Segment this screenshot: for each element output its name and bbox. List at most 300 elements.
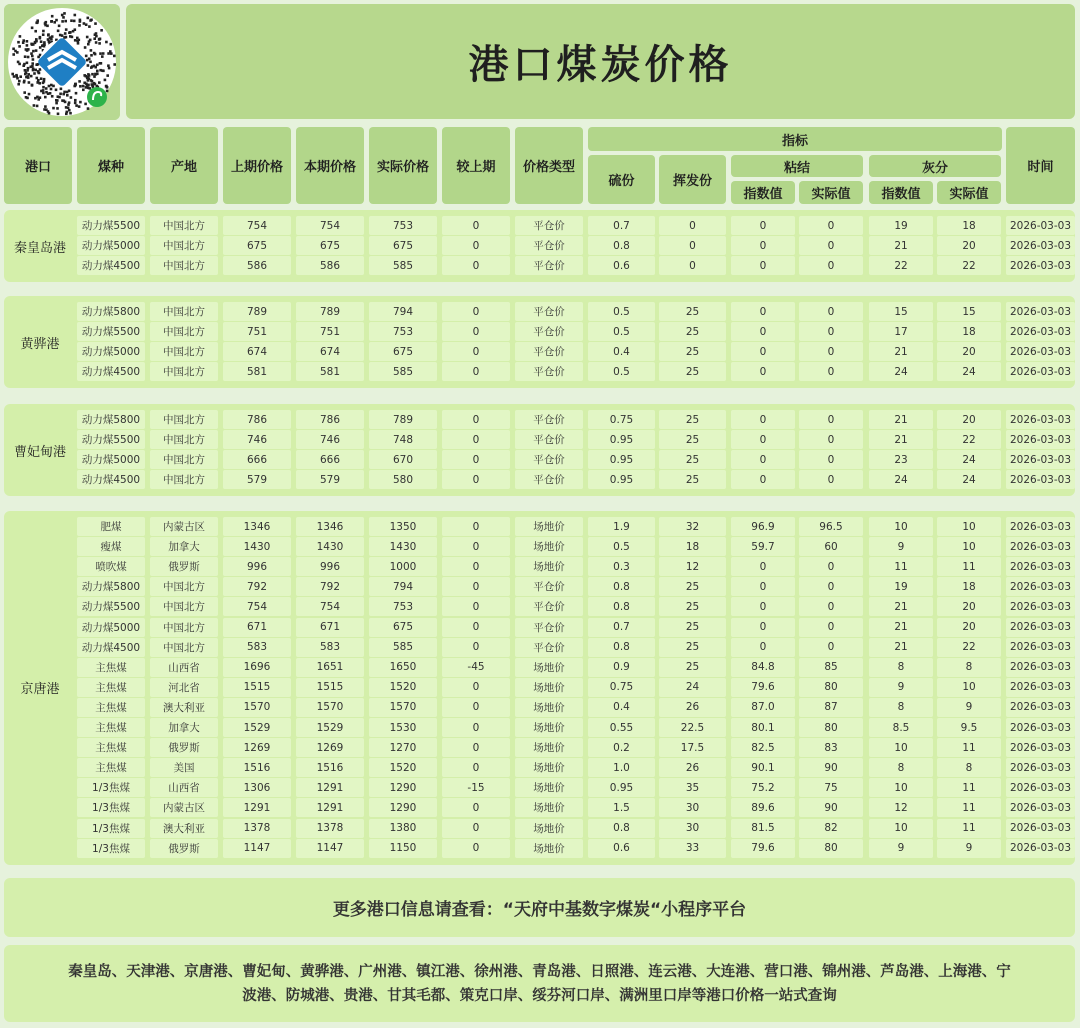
cell-sulfur: 0.95 xyxy=(588,450,655,469)
cell-caking-actual: 90 xyxy=(799,798,863,817)
cell-caking-index: 0 xyxy=(731,342,795,361)
qr-module xyxy=(74,83,77,86)
cell-sulfur: 1.9 xyxy=(588,517,655,536)
qr-module xyxy=(65,113,68,116)
qr-module xyxy=(37,72,40,75)
cell-ash-index: 10 xyxy=(869,778,933,797)
qr-module xyxy=(65,28,68,31)
qr-module xyxy=(74,102,77,105)
cell-prev-price: 1570 xyxy=(223,698,291,717)
cell-actual-price: 753 xyxy=(369,597,437,616)
cell-coal-type: 动力煤5500 xyxy=(77,597,145,616)
cell-ash-actual: 18 xyxy=(937,577,1001,596)
cell-change: 0 xyxy=(442,322,510,341)
cell-origin: 澳大利亚 xyxy=(150,819,218,838)
qr-module xyxy=(95,41,98,44)
cell-ash-actual: 10 xyxy=(937,678,1001,697)
cell-ash-index: 21 xyxy=(869,638,933,657)
cell-ash-actual: 10 xyxy=(937,517,1001,536)
cell-change: 0 xyxy=(442,216,510,235)
qr-module xyxy=(45,87,48,90)
cell-origin: 俄罗斯 xyxy=(150,839,218,858)
cell-coal-type: 主焦煤 xyxy=(77,658,145,677)
cell-price-type: 平仓价 xyxy=(515,256,583,275)
cell-volatile: 26 xyxy=(659,698,726,717)
cell-prev-price: 786 xyxy=(223,410,291,429)
header-prev-price: 上期价格 xyxy=(223,127,291,204)
qr-module xyxy=(105,41,108,44)
cell-caking-actual: 87 xyxy=(799,698,863,717)
cell-ash-index: 22 xyxy=(869,256,933,275)
cell-ash-actual: 22 xyxy=(937,430,1001,449)
cell-coal-type: 主焦煤 xyxy=(77,698,145,717)
port-block xyxy=(4,404,1075,496)
cell-coal-type: 肥煤 xyxy=(77,517,145,536)
cell-change: 0 xyxy=(442,577,510,596)
cell-ash-index: 24 xyxy=(869,470,933,489)
cell-origin: 内蒙古区 xyxy=(150,798,218,817)
cell-caking-actual: 0 xyxy=(799,430,863,449)
qr-module xyxy=(63,100,66,103)
qr-module xyxy=(46,25,49,28)
qr-module xyxy=(57,95,60,98)
qr-module xyxy=(58,25,61,28)
cell-ash-index: 9 xyxy=(869,537,933,556)
cell-caking-actual: 0 xyxy=(799,410,863,429)
cell-curr-price: 1430 xyxy=(296,537,364,556)
cell-volatile: 25 xyxy=(659,597,726,616)
cell-change: 0 xyxy=(442,597,510,616)
cell-change: 0 xyxy=(442,450,510,469)
cell-caking-actual: 60 xyxy=(799,537,863,556)
qr-module xyxy=(48,85,51,88)
cell-caking-index: 81.5 xyxy=(731,819,795,838)
cell-time: 2026-03-03 xyxy=(1006,658,1075,677)
cell-curr-price: 1651 xyxy=(296,658,364,677)
cell-time: 2026-03-03 xyxy=(1006,798,1075,817)
qr-module xyxy=(87,64,90,67)
cell-price-type: 平仓价 xyxy=(515,236,583,255)
cell-prev-price: 666 xyxy=(223,450,291,469)
cell-ash-index: 21 xyxy=(869,618,933,637)
qr-module xyxy=(19,75,22,78)
qr-module xyxy=(55,102,58,105)
cell-caking-index: 59.7 xyxy=(731,537,795,556)
cell-caking-index: 0 xyxy=(731,470,795,489)
wechat-mini-program-icon xyxy=(87,87,107,107)
qr-module xyxy=(70,19,73,22)
cell-price-type: 场地价 xyxy=(515,658,583,677)
header-ash-index: 指数值 xyxy=(869,181,933,204)
cell-origin: 中国北方 xyxy=(150,618,218,637)
cell-actual-price: 1290 xyxy=(369,798,437,817)
qr-module xyxy=(74,39,77,42)
cell-curr-price: 675 xyxy=(296,236,364,255)
cell-volatile: 0 xyxy=(659,236,726,255)
qr-module xyxy=(45,91,48,94)
cell-time: 2026-03-03 xyxy=(1006,839,1075,858)
cell-caking-index: 79.6 xyxy=(731,678,795,697)
qr-module xyxy=(27,56,30,59)
cell-volatile: 32 xyxy=(659,517,726,536)
cell-caking-index: 0 xyxy=(731,256,795,275)
cell-caking-actual: 0 xyxy=(799,618,863,637)
cell-price-type: 平仓价 xyxy=(515,618,583,637)
cell-ash-actual: 8 xyxy=(937,758,1001,777)
cell-origin: 加拿大 xyxy=(150,537,218,556)
qr-module xyxy=(52,107,55,110)
cell-change: 0 xyxy=(442,698,510,717)
cell-prev-price: 581 xyxy=(223,362,291,381)
cell-time: 2026-03-03 xyxy=(1006,778,1075,797)
qr-module xyxy=(47,38,50,41)
qr-module xyxy=(18,45,21,48)
qr-module xyxy=(43,108,46,111)
qr-module xyxy=(87,73,90,76)
cell-actual-price: 1380 xyxy=(369,819,437,838)
cell-volatile: 25 xyxy=(659,618,726,637)
cell-volatile: 18 xyxy=(659,537,726,556)
qr-module xyxy=(99,52,102,55)
cell-curr-price: 1147 xyxy=(296,839,364,858)
cell-origin: 美国 xyxy=(150,758,218,777)
qr-module xyxy=(30,43,33,46)
header-caking: 粘结 xyxy=(731,155,863,177)
cell-origin: 加拿大 xyxy=(150,718,218,737)
qr-module xyxy=(68,101,71,104)
qr-module xyxy=(75,92,78,95)
qr-module xyxy=(60,88,63,91)
cell-coal-type: 1/3焦煤 xyxy=(77,839,145,858)
cell-price-type: 平仓价 xyxy=(515,638,583,657)
cell-coal-type: 动力煤5800 xyxy=(77,577,145,596)
cell-sulfur: 0.4 xyxy=(588,698,655,717)
cell-caking-index: 0 xyxy=(731,557,795,576)
qr-module xyxy=(30,52,33,55)
qr-module xyxy=(66,94,69,97)
qr-module xyxy=(89,19,92,22)
cell-actual-price: 1270 xyxy=(369,738,437,757)
cell-change: 0 xyxy=(442,517,510,536)
header-caking-index: 指数值 xyxy=(731,181,795,204)
cell-sulfur: 0.7 xyxy=(588,216,655,235)
cell-ash-actual: 18 xyxy=(937,216,1001,235)
cell-ash-index: 9 xyxy=(869,678,933,697)
cell-volatile: 25 xyxy=(659,658,726,677)
qr-module xyxy=(74,14,77,17)
cell-ash-actual: 10 xyxy=(937,537,1001,556)
cell-origin: 中国北方 xyxy=(150,410,218,429)
header-indicators: 指标 xyxy=(588,127,1002,151)
cell-volatile: 25 xyxy=(659,470,726,489)
cell-caking-actual: 0 xyxy=(799,322,863,341)
cell-caking-index: 75.2 xyxy=(731,778,795,797)
cell-actual-price: 585 xyxy=(369,638,437,657)
qr-module xyxy=(42,86,45,89)
header-price-type: 价格类型 xyxy=(515,127,583,204)
cell-sulfur: 0.8 xyxy=(588,236,655,255)
qr-module xyxy=(89,61,92,64)
cell-caking-index: 84.8 xyxy=(731,658,795,677)
qr-module xyxy=(62,16,65,19)
cell-sulfur: 0.6 xyxy=(588,256,655,275)
cell-ash-actual: 24 xyxy=(937,450,1001,469)
cell-sulfur: 0.8 xyxy=(588,597,655,616)
qr-module xyxy=(50,88,53,91)
cell-prev-price: 1269 xyxy=(223,738,291,757)
cell-ash-actual: 20 xyxy=(937,236,1001,255)
qr-module xyxy=(17,41,20,44)
cell-caking-index: 96.9 xyxy=(731,517,795,536)
cell-prev-price: 746 xyxy=(223,430,291,449)
qr-module xyxy=(104,79,107,82)
qr-module xyxy=(63,91,66,94)
cell-time: 2026-03-03 xyxy=(1006,758,1075,777)
qr-module xyxy=(27,73,30,76)
cell-actual-price: 675 xyxy=(369,342,437,361)
cell-ash-index: 23 xyxy=(869,450,933,469)
cell-sulfur: 0.4 xyxy=(588,342,655,361)
cell-price-type: 场地价 xyxy=(515,537,583,556)
cell-caking-actual: 80 xyxy=(799,839,863,858)
qr-module xyxy=(107,52,110,55)
qr-module xyxy=(16,77,19,80)
port-block xyxy=(4,511,1075,865)
header-ash-actual: 实际值 xyxy=(937,181,1001,204)
qr-module xyxy=(26,49,29,52)
cell-time: 2026-03-03 xyxy=(1006,618,1075,637)
cell-caking-actual: 0 xyxy=(799,362,863,381)
mini-program-qr-code[interactable] xyxy=(4,4,120,120)
cell-caking-actual: 80 xyxy=(799,718,863,737)
cell-sulfur: 0.3 xyxy=(588,557,655,576)
cell-volatile: 25 xyxy=(659,577,726,596)
cell-ash-actual: 11 xyxy=(937,738,1001,757)
qr-module xyxy=(65,36,68,39)
cell-price-type: 平仓价 xyxy=(515,597,583,616)
cell-caking-index: 0 xyxy=(731,430,795,449)
qr-module xyxy=(51,95,54,98)
cell-prev-price: 1306 xyxy=(223,778,291,797)
qr-module xyxy=(101,55,104,58)
cell-caking-index: 0 xyxy=(731,597,795,616)
qr-module xyxy=(26,44,29,47)
qr-module xyxy=(57,113,60,116)
cell-change: 0 xyxy=(442,362,510,381)
cell-volatile: 12 xyxy=(659,557,726,576)
qr-module xyxy=(110,43,113,46)
cell-caking-index: 87.0 xyxy=(731,698,795,717)
qr-module xyxy=(68,90,71,93)
qr-module xyxy=(91,73,94,76)
cell-prev-price: 751 xyxy=(223,322,291,341)
cell-curr-price: 1291 xyxy=(296,778,364,797)
qr-module xyxy=(57,30,60,33)
qr-module xyxy=(98,42,101,45)
qr-module xyxy=(12,53,15,56)
cell-price-type: 平仓价 xyxy=(515,216,583,235)
cell-curr-price: 581 xyxy=(296,362,364,381)
cell-actual-price: 789 xyxy=(369,410,437,429)
cell-price-type: 场地价 xyxy=(515,819,583,838)
cell-price-type: 场地价 xyxy=(515,557,583,576)
cell-caking-index: 0 xyxy=(731,577,795,596)
cell-caking-index: 0 xyxy=(731,216,795,235)
qr-module xyxy=(99,38,102,41)
more-info-banner: 更多港口信息请查看：“天府中基数字煤炭“小程序平台 xyxy=(4,878,1075,937)
cell-ash-actual: 9 xyxy=(937,839,1001,858)
cell-sulfur: 0.5 xyxy=(588,537,655,556)
cell-price-type: 场地价 xyxy=(515,678,583,697)
qr-module xyxy=(65,106,68,109)
cell-volatile: 25 xyxy=(659,322,726,341)
qr-module xyxy=(106,90,109,93)
cell-ash-actual: 20 xyxy=(937,342,1001,361)
cell-caking-index: 0 xyxy=(731,618,795,637)
cell-price-type: 场地价 xyxy=(515,738,583,757)
qr-module xyxy=(35,49,38,52)
cell-prev-price: 674 xyxy=(223,342,291,361)
qr-module xyxy=(113,63,116,66)
cell-price-type: 平仓价 xyxy=(515,342,583,361)
cell-curr-price: 754 xyxy=(296,216,364,235)
header-ash: 灰分 xyxy=(869,155,1001,177)
cell-change: 0 xyxy=(442,839,510,858)
cell-origin: 中国北方 xyxy=(150,216,218,235)
qr-module xyxy=(51,35,54,38)
qr-module xyxy=(30,66,33,69)
qr-module xyxy=(98,81,101,84)
cell-prev-price: 1696 xyxy=(223,658,291,677)
port-name: 京唐港 xyxy=(20,682,60,698)
cell-caking-actual: 0 xyxy=(799,557,863,576)
cell-curr-price: 666 xyxy=(296,450,364,469)
cell-caking-actual: 75 xyxy=(799,778,863,797)
cell-ash-index: 24 xyxy=(869,362,933,381)
cell-prev-price: 671 xyxy=(223,618,291,637)
cell-prev-price: 579 xyxy=(223,470,291,489)
header-port: 港口 xyxy=(4,127,72,204)
qr-module xyxy=(49,92,52,95)
cell-origin: 中国北方 xyxy=(150,430,218,449)
cell-origin: 俄罗斯 xyxy=(150,557,218,576)
cell-prev-price: 1516 xyxy=(223,758,291,777)
cell-sulfur: 0.5 xyxy=(588,322,655,341)
cell-sulfur: 0.75 xyxy=(588,678,655,697)
qr-module xyxy=(79,101,82,104)
qr-module xyxy=(32,69,35,72)
qr-module xyxy=(24,69,27,72)
cell-price-type: 场地价 xyxy=(515,718,583,737)
cell-ash-actual: 18 xyxy=(937,322,1001,341)
qr-module xyxy=(18,80,21,83)
cell-volatile: 33 xyxy=(659,839,726,858)
qr-module xyxy=(94,22,97,25)
cell-volatile: 25 xyxy=(659,638,726,657)
cell-coal-type: 动力煤5500 xyxy=(77,430,145,449)
cell-curr-price: 586 xyxy=(296,256,364,275)
cell-curr-price: 746 xyxy=(296,430,364,449)
cell-ash-index: 11 xyxy=(869,557,933,576)
cell-caking-actual: 0 xyxy=(799,342,863,361)
cell-ash-actual: 9.5 xyxy=(937,718,1001,737)
cell-caking-actual: 0 xyxy=(799,216,863,235)
qr-module xyxy=(90,49,93,52)
cell-change: 0 xyxy=(442,342,510,361)
cell-ash-actual: 8 xyxy=(937,658,1001,677)
qr-module xyxy=(35,63,38,66)
cell-curr-price: 1269 xyxy=(296,738,364,757)
cell-time: 2026-03-03 xyxy=(1006,342,1075,361)
cell-sulfur: 0.6 xyxy=(588,839,655,858)
qr-module xyxy=(44,96,47,99)
cell-ash-index: 21 xyxy=(869,236,933,255)
cell-ash-actual: 20 xyxy=(937,597,1001,616)
qr-module xyxy=(113,55,116,58)
cell-coal-type: 动力煤4500 xyxy=(77,256,145,275)
cell-price-type: 场地价 xyxy=(515,798,583,817)
cell-time: 2026-03-03 xyxy=(1006,216,1075,235)
cell-actual-price: 753 xyxy=(369,216,437,235)
cell-actual-price: 1530 xyxy=(369,718,437,737)
cell-price-type: 场地价 xyxy=(515,839,583,858)
qr-module xyxy=(75,104,78,107)
qr-module xyxy=(35,22,38,25)
cell-sulfur: 1.5 xyxy=(588,798,655,817)
qr-module xyxy=(15,74,18,77)
cell-caking-index: 90.1 xyxy=(731,758,795,777)
cell-actual-price: 585 xyxy=(369,362,437,381)
qr-module xyxy=(40,90,43,93)
port-name: 曹妃甸港 xyxy=(13,444,66,460)
qr-module xyxy=(17,61,20,64)
cell-change: 0 xyxy=(442,537,510,556)
cell-actual-price: 1150 xyxy=(369,839,437,858)
qr-module xyxy=(19,35,22,38)
cell-coal-type: 1/3焦煤 xyxy=(77,798,145,817)
cell-curr-price: 1378 xyxy=(296,819,364,838)
cell-ash-actual: 11 xyxy=(937,778,1001,797)
cell-time: 2026-03-03 xyxy=(1006,698,1075,717)
cell-coal-type: 喷吹煤 xyxy=(77,557,145,576)
cell-origin: 中国北方 xyxy=(150,470,218,489)
qr-module xyxy=(28,81,31,84)
qr-module xyxy=(64,20,67,23)
qr-module xyxy=(31,27,34,30)
cell-coal-type: 动力煤4500 xyxy=(77,638,145,657)
cell-ash-index: 12 xyxy=(869,798,933,817)
qr-module xyxy=(35,38,38,41)
qr-module xyxy=(26,97,29,100)
cell-sulfur: 0.8 xyxy=(588,638,655,657)
qr-module xyxy=(87,17,90,20)
cell-time: 2026-03-03 xyxy=(1006,738,1075,757)
port-block xyxy=(4,296,1075,388)
qr-module xyxy=(85,23,88,26)
qr-module xyxy=(22,41,25,44)
cell-sulfur: 0.95 xyxy=(588,430,655,449)
cell-prev-price: 583 xyxy=(223,638,291,657)
cell-ash-index: 19 xyxy=(869,216,933,235)
cell-origin: 中国北方 xyxy=(150,577,218,596)
cell-change: -45 xyxy=(442,658,510,677)
header-origin: 产地 xyxy=(150,127,218,204)
port-name: 黄骅港 xyxy=(20,336,60,352)
cell-ash-index: 8 xyxy=(869,698,933,717)
cell-ash-index: 10 xyxy=(869,517,933,536)
cell-ash-index: 8.5 xyxy=(869,718,933,737)
cell-ash-actual: 15 xyxy=(937,302,1001,321)
